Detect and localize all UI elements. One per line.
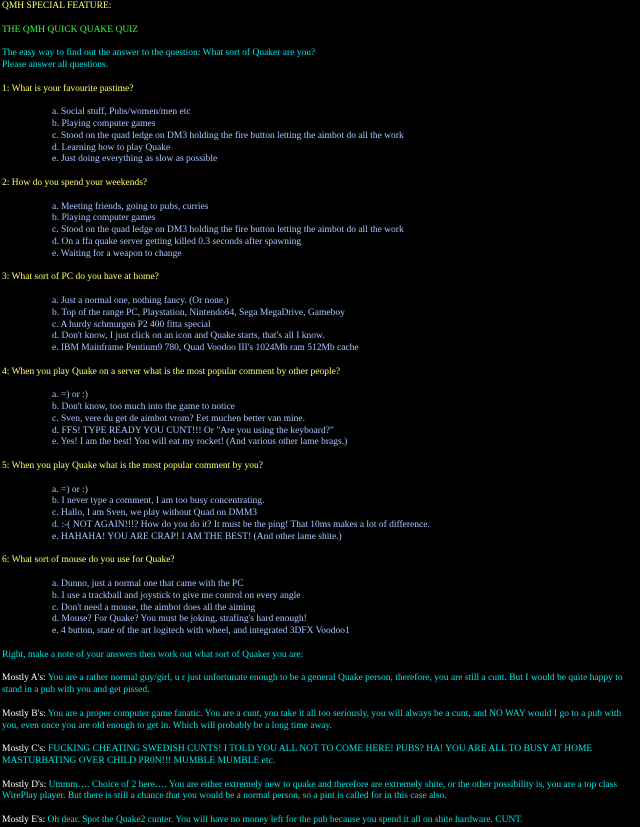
quiz-title: THE QMH QUICK QUAKE QUIZ bbox=[2, 24, 139, 35]
answer-option: b. I use a trackball and joystick to give me control on every angle bbox=[52, 590, 301, 601]
answer-option: e. 4 button, state of the art logitech with wheel, and integrated 3DFX Voodoo1 bbox=[52, 626, 350, 637]
answer-option: d. :-( NOT AGAIN!!!? How do you do it? It must be the ping! That 10ms makes a lot of difference. bbox=[52, 520, 430, 531]
answer-option: d. Mouse? For Quake? You must be joking, strafing's hard enough! bbox=[52, 614, 307, 625]
answer-option: b. I never type a comment, I am too busy concentrating. bbox=[52, 496, 265, 507]
answer-options bbox=[2, 202, 638, 261]
answer-option: c. Hallo, I am Sven, we play without Quad on DMM3 bbox=[52, 508, 258, 519]
answer-option: b. Playing computer games bbox=[52, 213, 156, 224]
results-list bbox=[2, 673, 638, 826]
answer-options bbox=[2, 390, 638, 449]
result-label: Mostly C's: bbox=[2, 744, 46, 755]
question-heading: 1: What is your favourite pastime? bbox=[2, 83, 134, 94]
result-label: Mostly A's: bbox=[2, 673, 46, 684]
answer-option: d. Learning how to play Quake bbox=[52, 142, 171, 153]
result-label: Mostly B's: bbox=[2, 708, 46, 719]
answer-options bbox=[2, 107, 638, 166]
result-entry bbox=[2, 673, 638, 697]
answer-option: c. Stood on the quad ledge on DM3 holding the fire button letting the aimbot do all the work bbox=[52, 130, 404, 141]
question-heading: 3: What sort of PC do you have at home? bbox=[2, 272, 159, 283]
answer-option: a. Dunno, just a normal one that came with the PC bbox=[52, 579, 244, 590]
result-text: You are a proper computer game fanatic. You are a cunt, you take it all too seriously, you will always be a cunt, and NO WAY would I go to a pub with you, even once you are old enough to get in. Which will probably be a long time away. bbox=[2, 708, 622, 731]
answer-option: c. Stood on the quad ledge on DM3 holding the fire button letting the aimbot do all the work bbox=[52, 225, 404, 236]
result-text: Oh dear. Spot the Quake2 cunter. You will have no money left for the pub because you spend it all on shite hardware. CUNT. bbox=[47, 814, 523, 825]
answer-option: d. FFS! TYPE READY YOU CUNT!!! Or "Are you using the keyboard?" bbox=[52, 425, 334, 436]
answer-option: b. Top of the range PC, Playstation, Nintendo64, Sega MegaDrive, Gameboy bbox=[52, 307, 345, 318]
answer-option: a. Social stuff, Pubs/women/men etc bbox=[52, 107, 191, 118]
intro-instruction: Please answer all questions. bbox=[2, 59, 109, 70]
result-entry bbox=[2, 780, 638, 804]
result-entry bbox=[2, 709, 638, 733]
answer-option: e. IBM Mainframe Pentium9 780, Quad Voodoo III's 1024Mb ram 512Mb cache bbox=[52, 343, 359, 354]
answer-options bbox=[2, 579, 638, 638]
answer-options bbox=[2, 485, 638, 544]
result-label: Mostly D's: bbox=[2, 779, 47, 790]
answer-option: c. A hurdy schmurgen P2 400 fitta special bbox=[52, 319, 211, 330]
question-heading: 2: How do you spend your weekends? bbox=[2, 177, 148, 188]
answer-option: b. Don't know, too much into the game to notice bbox=[52, 402, 235, 413]
question-heading: 4: When you play Quake on a server what is the most popular comment by other people? bbox=[2, 366, 341, 377]
answer-option: e. HAHAHA! YOU ARE CRAP! I AM THE BEST! (And other lame shite.) bbox=[52, 531, 342, 542]
answer-option: a. =) or :) bbox=[52, 484, 88, 495]
answer-option: e. Yes! I am the best! You will eat my rocket! (And various other lame brags.) bbox=[52, 437, 348, 448]
result-text: You are a rather normal guy/girl, u r just unfortunate enough to be a general Quake person, therefore, you are still a cunt. But I would be quite happy to stand in a pub with you and get pissed. bbox=[2, 673, 623, 696]
answer-option: a. =) or :) bbox=[52, 390, 88, 401]
questions-list bbox=[2, 84, 638, 638]
result-label: Mostly E's: bbox=[2, 814, 46, 825]
results-intro: Right, make a note of your answers then work out what sort of Quaker you are: bbox=[2, 649, 304, 660]
answer-option: a. Meeting friends, going to pubs, curries bbox=[52, 201, 209, 212]
result-text: FUCKING CHEATING SWEDISH CUNTS! I TOLD YOU ALL NOT TO COME HERE! PUBS? HA! YOU ARE ALL TO BUSY AT HOME MASTURBATING OVER CHILD PR0N!!! MUMBLE MUMBLE etc. bbox=[2, 744, 593, 766]
question-heading: 5: When you play Quake what is the most popular comment by you? bbox=[2, 461, 264, 472]
answer-option: d. Don't know, I just click on an icon and Quake starts, that's all I know. bbox=[52, 331, 325, 342]
result-text: Ummm…. Choice of 2 here…. You are either extremely new to quake and therefore are extremely shite, or the other possibility is, you are a top class WirePlay player. But there is still a chance that you would be a normal person, so a pint is called for in this case also. bbox=[2, 779, 618, 802]
answer-option: e. Waiting for a weapon to change bbox=[52, 248, 182, 259]
answer-option: b. Playing computer games bbox=[52, 118, 156, 129]
answer-option: e. Just doing everything as slow as possible bbox=[52, 154, 218, 165]
result-entry bbox=[2, 744, 638, 768]
intro-text: The easy way to find out the answer to the question: What sort of Quaker are you? bbox=[2, 48, 316, 59]
answer-option: a. Just a normal one, nothing fancy. (Or none.) bbox=[52, 295, 229, 306]
feature-heading: QMH SPECIAL FEATURE: bbox=[2, 1, 112, 11]
answer-option: c. Don't need a mouse, the aimbot does all the aiming bbox=[52, 602, 256, 613]
question-heading: 6: What sort of mouse do you use for Quake? bbox=[2, 555, 175, 566]
answer-option: c. Sven, vere du get de aimbot vrom? Eet muchen better van mine. bbox=[52, 413, 305, 424]
result-entry bbox=[2, 815, 638, 827]
answer-option: d. On a ffa quake server getting killed 0.3 seconds after spawning bbox=[52, 236, 302, 247]
answer-options bbox=[2, 296, 638, 355]
